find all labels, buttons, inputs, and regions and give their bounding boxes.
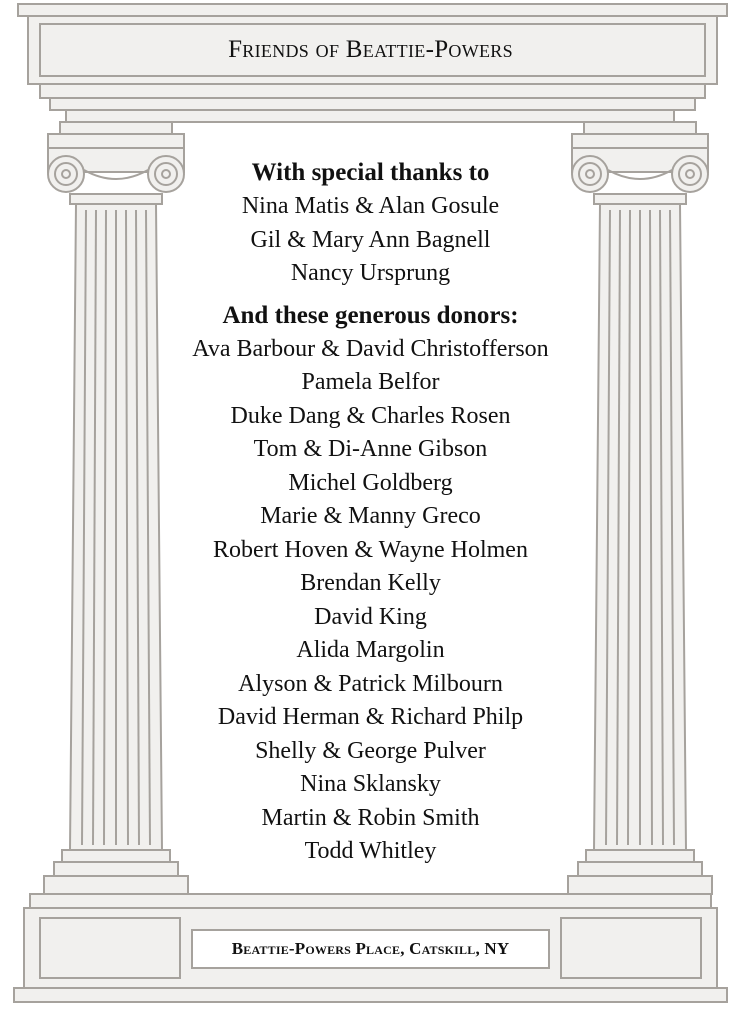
page-title: Friends of Beattie-Powers [228,36,513,63]
footer-address: Beattie-Powers Place, Catskill, NY [231,939,510,958]
list-item: Pamela Belfor [301,369,440,395]
list-item: Alida Margolin [296,637,445,663]
list-item: Nancy Ursprung [290,260,451,286]
list-item: Brendan Kelly [300,570,441,596]
list-item: Ava Barbour & David Christofferson [192,335,549,362]
special-thanks-heading: With special thanks to [251,159,490,186]
list-item: Gil & Mary Ann Bagnell [250,226,491,253]
list-item: David Herman & Richard Philp [217,704,524,730]
cornice-top [18,4,727,16]
list-item: Martin & Robin Smith [261,804,480,831]
list-item: Alyson & Patrick Milbourn [238,670,503,697]
list-item: Robert Hoven & Wayne Holmen [213,536,528,563]
list-item: Marie & Manny Greco [260,503,481,529]
list-item: Tom & Di-Anne Gibson [253,436,488,462]
list-item: Duke Dang & Charles Rosen [230,402,511,429]
donors-heading: And these generous donors: [222,301,519,329]
list-item: Nina Matis & Alan Gosule [241,193,500,219]
list-item: Nina Sklansky [300,771,441,797]
donors-list [150,333,591,869]
special-thanks-list [150,190,591,291]
list-item: Todd Whitley [304,838,437,864]
list-item: Michel Goldberg [288,469,453,496]
acknowledgements [150,156,591,869]
list-item: Shelly & George Pulver [255,737,486,764]
list-item: David King [314,603,427,630]
